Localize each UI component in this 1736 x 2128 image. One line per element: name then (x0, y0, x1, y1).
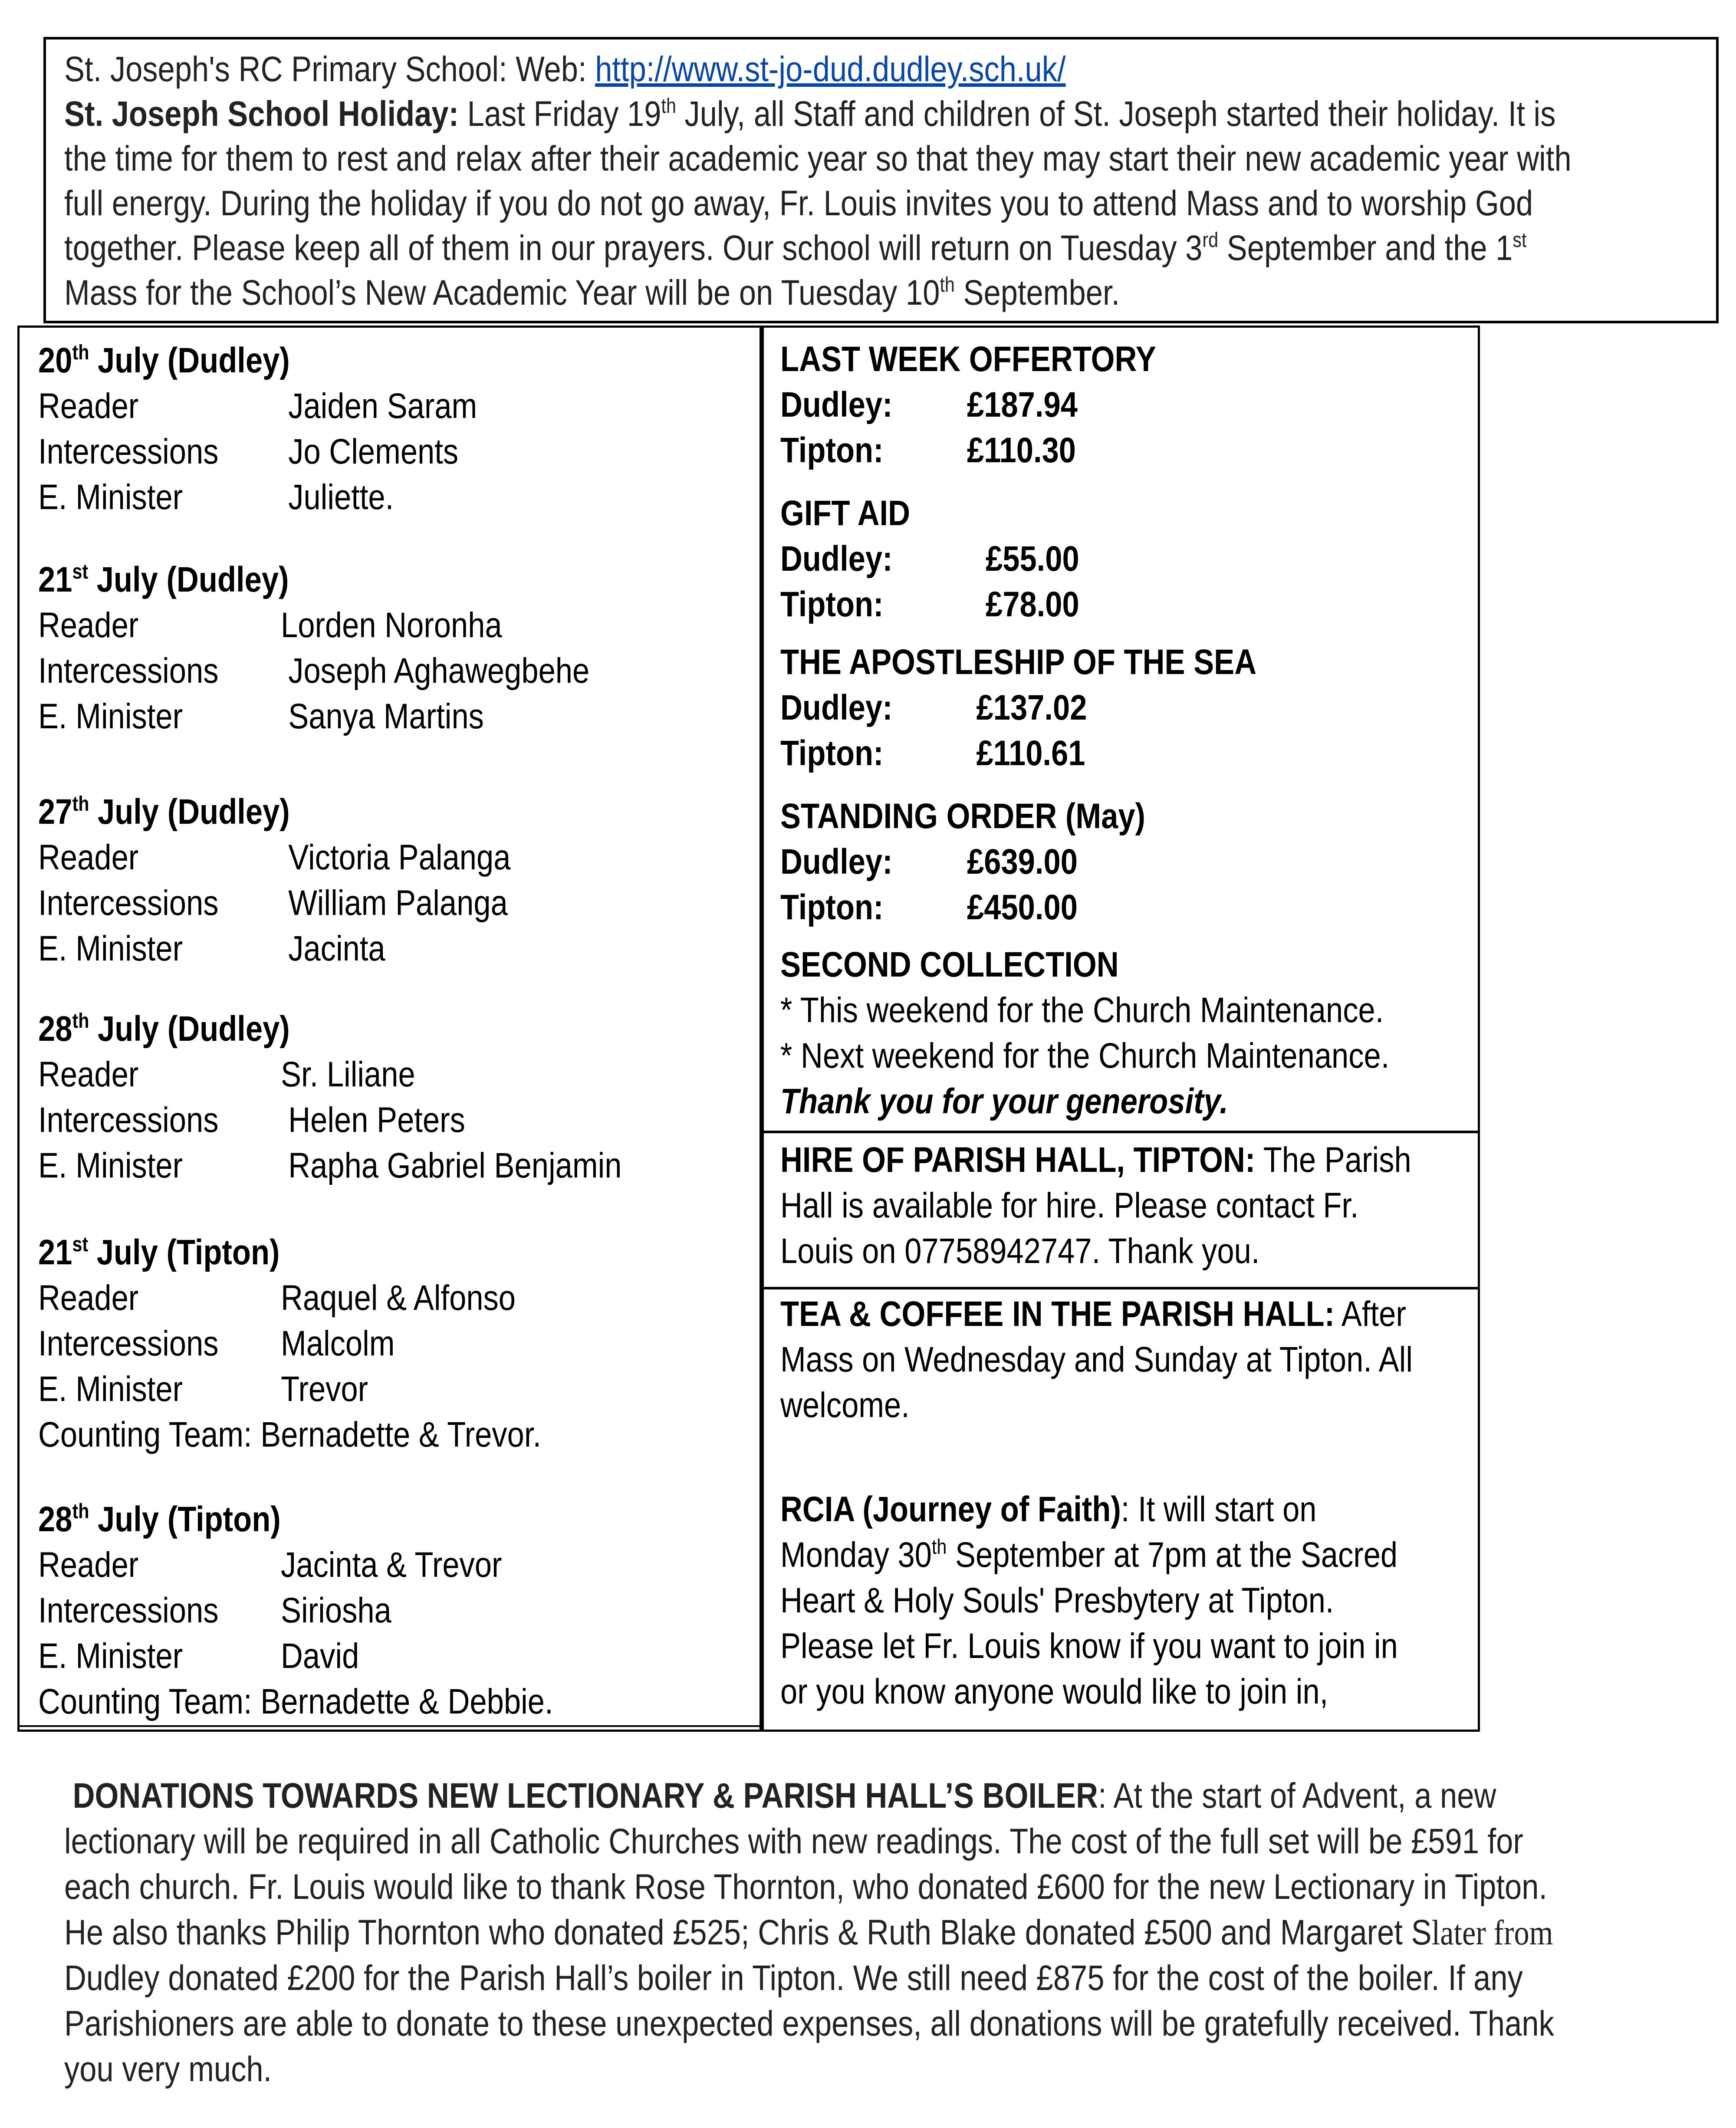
rota-name: Raquel & Alfonso (281, 1278, 516, 1318)
rota-heading (38, 1006, 622, 1052)
rota-day-suffix: st (72, 1233, 89, 1256)
collection-amount: £187.94 (967, 385, 1078, 424)
rota-name: Jacinta & Trevor (281, 1545, 502, 1585)
rota-role: Intercessions (38, 883, 219, 923)
donations-line: you very much. (64, 2049, 272, 2089)
rota-name: Siriosha (281, 1591, 391, 1630)
rota-entry (38, 1588, 553, 1633)
tea-notice (780, 1291, 1516, 1428)
rcia-line: Please let Fr. Louis know if you want to join in (780, 1626, 1398, 1666)
collection-title: THE APOSTLESHIP OF THE SEA (780, 642, 1257, 682)
collection-row (780, 536, 1079, 582)
collection-place: Dudley: (780, 539, 893, 579)
rota-day-suffix: th (72, 341, 89, 364)
rota-box-divider (17, 1725, 764, 1727)
rota-role: Intercessions (38, 432, 219, 471)
tea-line: Mass on Wednesday and Sunday at Tipton. All (780, 1340, 1413, 1379)
collection-title: LAST WEEK OFFERTORY (780, 339, 1156, 379)
rota-entry (38, 1097, 622, 1143)
donations-text: : At the start of Advent, a new (1098, 1776, 1496, 1816)
holiday-text: Mass for the School’s New Academic Year will be on Tuesday 10 (64, 273, 940, 312)
rota-name: Lorden Noronha (281, 605, 502, 645)
rota-entry (38, 926, 510, 971)
rota-day: 28 (38, 1009, 72, 1049)
rota-name: Juliette. (288, 477, 394, 517)
donations-line: Parishioners are able to donate to these unexpected expenses, all donations will be gratefully received. Thank (64, 2004, 1554, 2043)
collection-amount: £639.00 (967, 842, 1078, 881)
holiday-text: September. (954, 273, 1120, 312)
rota-role: Reader (38, 1545, 139, 1585)
holiday-line-5 (64, 270, 1712, 315)
rota-label: July (Dudley) (89, 341, 290, 380)
rota-role: E. Minister (38, 697, 183, 736)
donations-line: Dudley donated £200 for the Parish Hall’s boiler in Tipton. We still need £875 for the cost of the boiler. If any (64, 1958, 1523, 1998)
rota-day: 21 (38, 1233, 72, 1272)
rota-entry (38, 602, 589, 648)
collection-row (780, 839, 1145, 885)
rota-role: E. Minister (38, 1146, 183, 1185)
rota-name: Malcolm (281, 1324, 395, 1363)
divider-hire (760, 1131, 1480, 1133)
collection-row (780, 382, 1156, 428)
second-collection-title: SECOND COLLECTION (780, 945, 1119, 984)
donations-line (64, 1910, 1712, 1955)
rota-entry (38, 1366, 541, 1412)
rcia-title: RCIA (Journey of Faith) (780, 1490, 1121, 1529)
holiday-title: St. Joseph School Holiday: (64, 94, 459, 134)
holiday-text: July, all Staff and children of St. Joseph started their holiday. It is (676, 94, 1556, 134)
rota-day: 27 (38, 792, 72, 832)
collection-row (780, 685, 1256, 730)
rota-entry (38, 1275, 541, 1321)
rota-role: Intercessions (38, 1324, 219, 1363)
rota-role: Reader (38, 838, 139, 877)
rota-role: Reader (38, 1278, 139, 1318)
rota-entry (38, 1633, 553, 1679)
collection-row (780, 582, 1079, 627)
holiday-line-3: full energy. During the holiday if you do not go away, Fr. Louis invites you to attend Mass and to worship God (64, 184, 1533, 223)
rota-name: Rapha Gabriel Benjamin (288, 1146, 622, 1185)
collection-amount: £110.30 (967, 431, 1076, 470)
rota-entry (38, 1143, 622, 1188)
second-collection-line: * This weekend for the Church Maintenance. (780, 990, 1384, 1030)
rota-entry (38, 648, 589, 694)
rota-name: Sr. Liliane (281, 1055, 415, 1094)
rota-day-suffix: th (72, 1500, 89, 1523)
rota-entry (38, 835, 510, 880)
hire-text: The Parish (1255, 1140, 1411, 1180)
rota-heading (38, 557, 589, 602)
collection-amount: £55.00 (986, 539, 1079, 579)
rcia-line (780, 1532, 1398, 1578)
rota-role: E. Minister (38, 929, 183, 968)
tea-title: TEA & COFFEE IN THE PARISH HALL: (780, 1294, 1335, 1334)
hire-line (780, 1137, 1411, 1183)
collection-amount: £450.00 (967, 888, 1078, 927)
rota-role: E. Minister (38, 1636, 183, 1676)
collection-row (780, 428, 1156, 473)
rota-heading (38, 789, 510, 835)
rota-label: July (Tipton) (88, 1233, 280, 1272)
rota-label: July (Dudley) (89, 792, 290, 832)
rota-role: Reader (38, 1055, 139, 1094)
rota-entry (38, 1321, 541, 1366)
collection-amount: £110.61 (976, 733, 1085, 773)
rota-counting-team: Counting Team: Bernadette & Trevor. (38, 1415, 542, 1454)
school-web-line (64, 47, 1712, 92)
rota-counting-team: Counting Team: Bernadette & Debbie. (38, 1682, 553, 1721)
rcia-text: September at 7pm at the Sacred (947, 1535, 1398, 1575)
rota-entry (38, 474, 477, 520)
rota-name: Victoria Palanga (288, 838, 511, 877)
holiday-text: together. Please keep all of them in our prayers. Our school will return on Tuesday 3 (64, 228, 1203, 268)
donations-text-serif: later from (1431, 1913, 1553, 1952)
collection-offertory (780, 336, 1217, 473)
rota-heading (38, 1230, 541, 1275)
rota-block (38, 338, 549, 520)
rcia-line: or you know anyone would like to join in, (780, 1672, 1328, 1711)
rcia-text: Monday 30 (780, 1535, 932, 1575)
hire-title: HIRE OF PARISH HALL, TIPTON: (780, 1140, 1256, 1180)
rota-day-suffix: st (72, 560, 89, 583)
rota-entry (38, 1052, 622, 1097)
tea-line (780, 1291, 1413, 1337)
donations-line (64, 1773, 1712, 1819)
holiday-sup: rd (1202, 229, 1219, 252)
hire-line: Louis on 07758942747. Thank you. (780, 1231, 1260, 1271)
rota-column (38, 1230, 623, 1457)
donations-title: DONATIONS TOWARDS NEW LECTIONARY & PARISH HALL’S BOILER (72, 1776, 1098, 1816)
rota-day: 20 (38, 341, 72, 380)
rota-day-suffix: th (72, 793, 89, 816)
rota-column (38, 789, 588, 971)
holiday-line-2: the time for them to rest and relax after their academic year so that they may start their new academic year with (64, 139, 1572, 178)
rcia-sup: th (931, 1536, 947, 1559)
rota-role: E. Minister (38, 1369, 183, 1409)
hire-line: Hall is available for hire. Please contact Fr. (780, 1186, 1359, 1225)
divider-tea (760, 1287, 1480, 1289)
holiday-text: Last Friday 19 (459, 94, 661, 134)
rota-entry (38, 383, 477, 429)
school-notice (64, 47, 1716, 315)
collection-place: Dudley: (780, 385, 893, 424)
rota-role: Reader (38, 605, 139, 645)
collection-row (780, 730, 1256, 776)
rota-name: Jacinta (288, 929, 385, 968)
rota-name: William Palanga (288, 883, 508, 923)
collection-amount: £137.02 (976, 688, 1087, 727)
rota-column (38, 557, 679, 739)
collection-place: Tipton: (780, 431, 884, 470)
donations-text: He also thanks Philip Thornton who donated £525; Chris & Ruth Blake donated £500 and Margaret S (64, 1913, 1432, 1952)
collection-standing-order (780, 793, 1205, 930)
second-collection-line: * Next weekend for the Church Maintenance. (780, 1036, 1390, 1076)
holiday-sup: th (940, 273, 955, 296)
rota-role: Reader (38, 386, 139, 426)
rota-heading (38, 338, 477, 383)
rota-label: July (Dudley) (88, 560, 289, 599)
rota-role: Intercessions (38, 651, 219, 691)
rcia-line: Heart & Holy Souls' Presbytery at Tipton. (780, 1581, 1334, 1620)
collection-apostleship (780, 639, 1334, 776)
rota-name: Jaiden Saram (288, 386, 477, 426)
rota-name: Jo Clements (288, 432, 459, 471)
rota-day: 21 (38, 560, 72, 599)
rota-label: July (Tipton) (89, 1500, 281, 1539)
collection-row (780, 885, 1145, 930)
rota-name: Helen Peters (288, 1100, 465, 1140)
second-collection-thanks: Thank you for your generosity. (780, 1082, 1228, 1121)
rota-name: David (281, 1636, 359, 1676)
rota-name: Sanya Martins (288, 697, 484, 736)
rota-heading (38, 1497, 553, 1542)
rota-role: E. Minister (38, 477, 183, 517)
rota-entry (38, 429, 477, 474)
collection-place: Tipton: (780, 733, 884, 773)
second-collection (780, 942, 1489, 1124)
collection-gift-aid (780, 490, 1128, 627)
holiday-line-1 (64, 92, 1712, 136)
donations-line: each church. Fr. Louis would like to thank Rose Thornton, who donated £600 for the new Lectionary in Tipton. (64, 1867, 1548, 1907)
hire-notice (780, 1137, 1514, 1274)
rota-label: July (Dudley) (89, 1009, 290, 1049)
collection-title: GIFT AID (780, 493, 911, 533)
collection-title: STANDING ORDER (May) (780, 796, 1146, 836)
holiday-sup: th (661, 95, 676, 118)
tea-text: After (1335, 1294, 1406, 1334)
rota-name: Trevor (281, 1369, 368, 1409)
rota-name: Joseph Aghawegbehe (288, 651, 590, 691)
rota-column (38, 1006, 717, 1188)
rota-entry (38, 1542, 553, 1588)
school-web-link[interactable]: http://www.st-jo-dud.dudley.sch.uk/ (595, 49, 1066, 89)
holiday-sup: st (1512, 229, 1527, 252)
rcia-text: : It will start on (1121, 1490, 1317, 1529)
collection-place: Tipton: (780, 888, 884, 927)
tea-line: welcome. (780, 1385, 910, 1425)
donations-line: lectionary will be required in all Catholic Churches with new readings. The cost of the full set will be £591 for (64, 1822, 1523, 1861)
donations-notice (64, 1773, 1716, 2092)
rota-day: 28 (38, 1500, 72, 1539)
collection-place: Dudley: (780, 842, 893, 881)
school-web-prefix: St. Joseph's RC Primary School: Web: (64, 49, 595, 89)
collection-amount: £78.00 (986, 585, 1079, 624)
rota-entry (38, 880, 510, 926)
rcia-line (780, 1487, 1398, 1532)
rota-entry (38, 694, 589, 739)
rcia-notice (780, 1487, 1499, 1714)
rota-role: Intercessions (38, 1591, 219, 1630)
rota-role: Intercessions (38, 1100, 219, 1140)
rota-column (38, 338, 549, 520)
rota-day-suffix: th (72, 1010, 89, 1033)
collection-place: Dudley: (780, 688, 893, 727)
rota-column (38, 1497, 637, 1724)
collection-place: Tipton: (780, 585, 884, 624)
holiday-text: September and the 1 (1218, 228, 1513, 268)
holiday-line-4 (64, 226, 1712, 270)
